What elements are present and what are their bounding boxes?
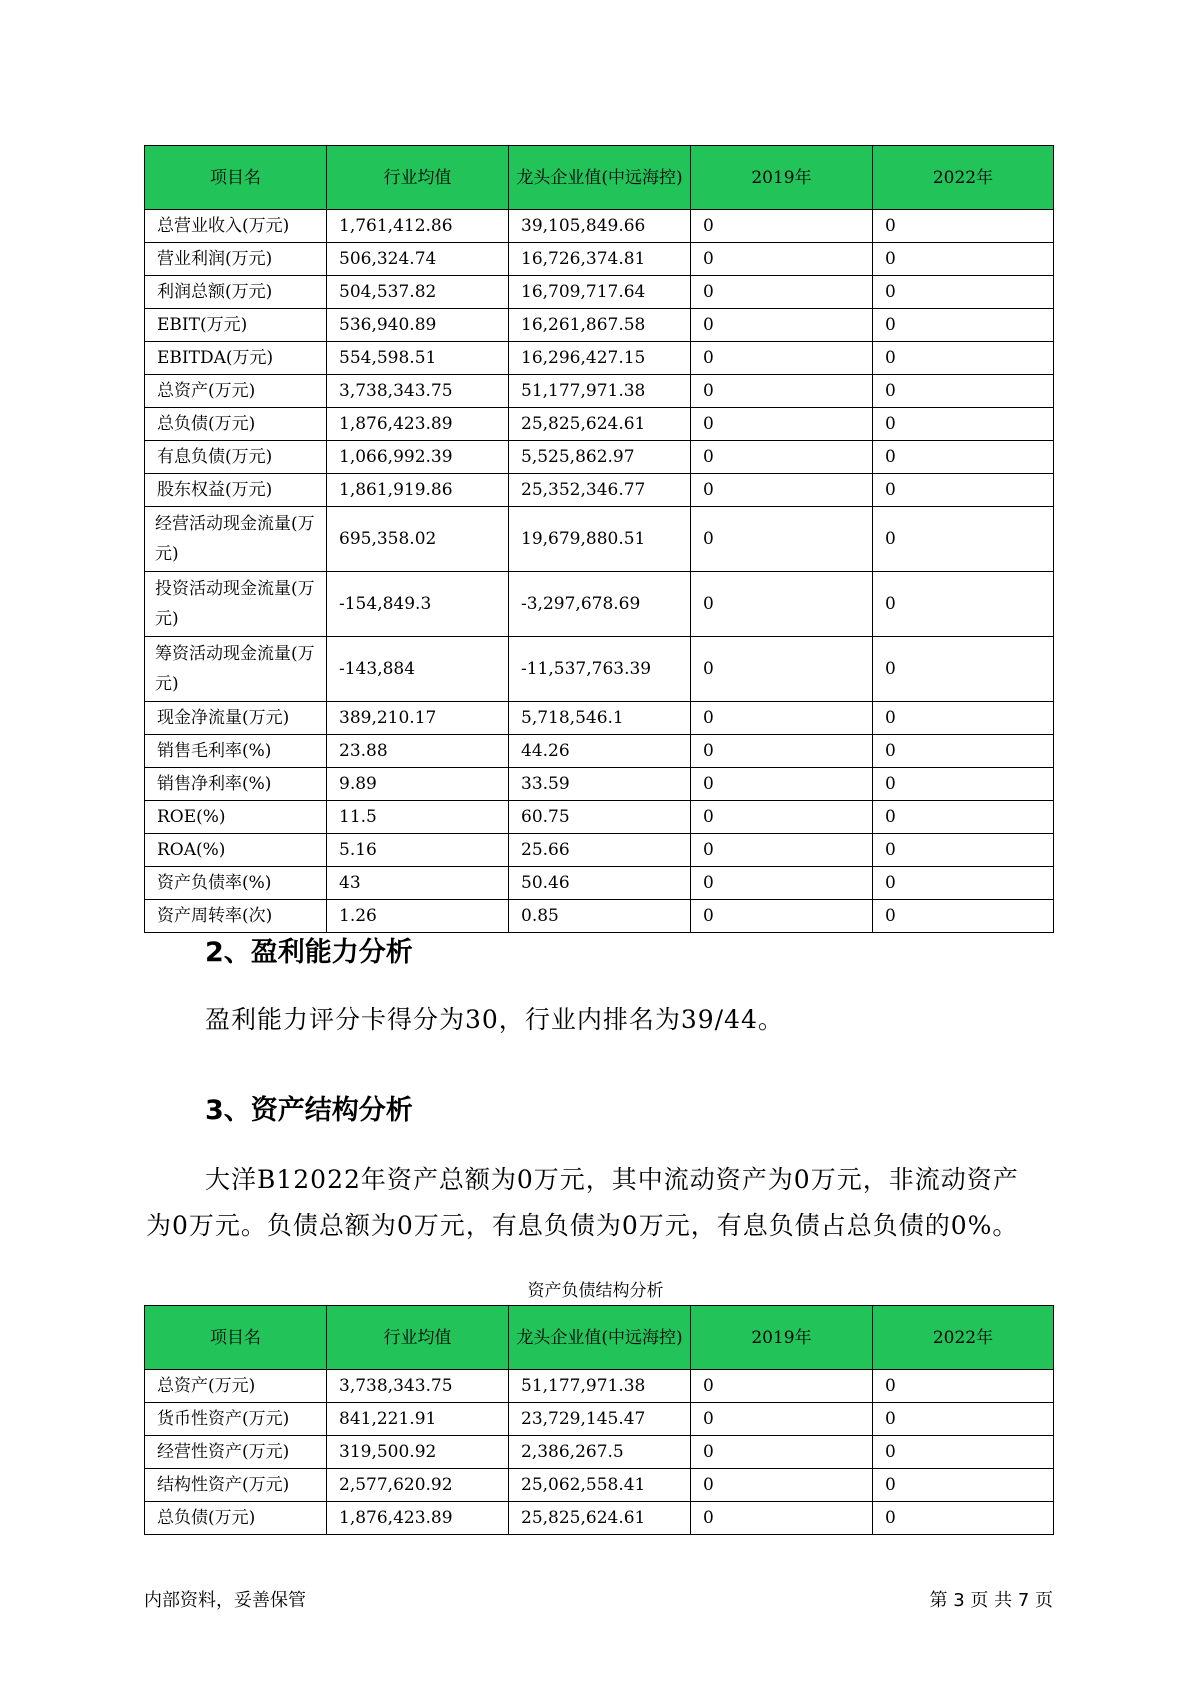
table-row (145, 1469, 1054, 1502)
table-cell: 25,062,558.41 (509, 1469, 691, 1502)
table-cell: 0 (691, 1436, 873, 1469)
table-cell: 0 (873, 637, 1054, 702)
table-cell: 0 (873, 1469, 1054, 1502)
table-cell: 0 (873, 572, 1054, 637)
table-cell: 0 (873, 1436, 1054, 1469)
table-cell: 9.89 (327, 768, 509, 801)
table-cell: 结构性资产(万元) (145, 1469, 327, 1502)
asset-structure-text-line1: 大洋B12022年资产总额为0万元，其中流动资产为0万元，非流动资产 (205, 1165, 1019, 1194)
table-cell: 554,598.51 (327, 342, 509, 375)
table-row (145, 441, 1054, 474)
table-cell: 0 (873, 474, 1054, 507)
table-row (145, 572, 1054, 637)
table-cell: 695,358.02 (327, 507, 509, 572)
table-cell: 0.85 (509, 900, 691, 933)
table-cell: 39,105,849.66 (509, 210, 691, 243)
table-cell: 0 (691, 342, 873, 375)
table-cell: 2,577,620.92 (327, 1469, 509, 1502)
table-row (145, 867, 1054, 900)
table-cell: 0 (691, 572, 873, 637)
table-cell: 销售毛利率(%) (145, 735, 327, 768)
table-cell: 0 (691, 375, 873, 408)
table-row (145, 507, 1054, 572)
table-cell: 23,729,145.47 (509, 1403, 691, 1436)
table-cell: 0 (691, 735, 873, 768)
table-cell: 0 (873, 900, 1054, 933)
table-cell: 投资活动现金流量(万元) (145, 572, 327, 637)
table-cell: 536,940.89 (327, 309, 509, 342)
table-cell: 25,825,624.61 (509, 408, 691, 441)
header-cell: 龙头企业值(中远海控) (509, 146, 691, 210)
table-cell: 0 (691, 243, 873, 276)
table-cell: 16,261,867.58 (509, 309, 691, 342)
table-cell: 营业利润(万元) (145, 243, 327, 276)
table-cell: 0 (873, 735, 1054, 768)
table-cell: 25.66 (509, 834, 691, 867)
table-row (145, 474, 1054, 507)
header-cell: 项目名 (145, 1306, 327, 1370)
table-cell: 3,738,343.75 (327, 375, 509, 408)
table-cell: -11,537,763.39 (509, 637, 691, 702)
table-cell: 1.26 (327, 900, 509, 933)
table-cell: 1,066,992.39 (327, 441, 509, 474)
table-cell: 44.26 (509, 735, 691, 768)
table-cell: 5,525,862.97 (509, 441, 691, 474)
table-cell: 1,876,423.89 (327, 408, 509, 441)
table-cell: 51,177,971.38 (509, 375, 691, 408)
table-cell: 利润总额(万元) (145, 276, 327, 309)
table-row (145, 210, 1054, 243)
table-cell: 5.16 (327, 834, 509, 867)
table-cell: 0 (691, 441, 873, 474)
table-cell: 经营活动现金流量(万元) (145, 507, 327, 572)
table-cell: 0 (691, 1469, 873, 1502)
table-cell: 319,500.92 (327, 1436, 509, 1469)
table-cell: 16,709,717.64 (509, 276, 691, 309)
table-row (145, 276, 1054, 309)
table-cell: 0 (691, 768, 873, 801)
table-cell: 0 (691, 1502, 873, 1535)
table-row (145, 375, 1054, 408)
table-cell: 2,386,267.5 (509, 1436, 691, 1469)
table-cell: 总负债(万元) (145, 1502, 327, 1535)
table-cell: 0 (873, 243, 1054, 276)
header-cell: 2019年 (691, 146, 873, 210)
table-cell: 0 (691, 834, 873, 867)
table-cell: 销售净利率(%) (145, 768, 327, 801)
table-cell: 504,537.82 (327, 276, 509, 309)
table-cell: 16,726,374.81 (509, 243, 691, 276)
table-row (145, 768, 1054, 801)
table-cell: 0 (873, 309, 1054, 342)
table-cell: 0 (691, 474, 873, 507)
table-row (145, 1403, 1054, 1436)
table-cell: 0 (691, 408, 873, 441)
table-cell: 43 (327, 867, 509, 900)
header-cell: 2019年 (691, 1306, 873, 1370)
table-cell: 0 (691, 1403, 873, 1436)
table-cell: 25,825,624.61 (509, 1502, 691, 1535)
table-cell: 有息负债(万元) (145, 441, 327, 474)
table-row (145, 637, 1054, 702)
table-cell: 51,177,971.38 (509, 1370, 691, 1403)
table-cell: 0 (691, 702, 873, 735)
table-cell: 841,221.91 (327, 1403, 509, 1436)
table-cell: ROE(%) (145, 801, 327, 834)
header-cell: 行业均值 (327, 1306, 509, 1370)
table-cell: 0 (691, 210, 873, 243)
table-cell: 1,876,423.89 (327, 1502, 509, 1535)
table-cell: 50.46 (509, 867, 691, 900)
table-cell: 总营业收入(万元) (145, 210, 327, 243)
table-cell: EBITDA(万元) (145, 342, 327, 375)
footer-page-number: 第 3 页 共 7 页 (929, 1590, 1053, 1611)
table-row (145, 309, 1054, 342)
table-cell: 0 (691, 507, 873, 572)
table-cell: 0 (873, 210, 1054, 243)
table-cell: 0 (873, 408, 1054, 441)
header-cell: 项目名 (145, 146, 327, 210)
table-cell: 总资产(万元) (145, 1370, 327, 1403)
balance-sheet-structure-table (144, 1305, 1054, 1535)
footer-confidential: 内部资料，妥善保管 (144, 1590, 306, 1611)
table-cell: 0 (873, 441, 1054, 474)
table-cell: 资产周转率(次) (145, 900, 327, 933)
table-cell: 总资产(万元) (145, 375, 327, 408)
table-cell: 现金净流量(万元) (145, 702, 327, 735)
header-cell: 行业均值 (327, 146, 509, 210)
table-cell: 16,296,427.15 (509, 342, 691, 375)
table-cell: 0 (873, 1370, 1054, 1403)
table-row (145, 1502, 1054, 1535)
profitability-text: 盈利能力评分卡得分为30，行业内排名为39/44。 (205, 1005, 784, 1034)
table-row (145, 702, 1054, 735)
table-row (145, 1436, 1054, 1469)
table-cell: 0 (691, 801, 873, 834)
table-row (145, 735, 1054, 768)
table-cell: 11.5 (327, 801, 509, 834)
table-cell: 0 (691, 900, 873, 933)
table-cell: 0 (873, 801, 1054, 834)
table-cell: 0 (873, 702, 1054, 735)
asset-structure-text-line2: 为0万元。负债总额为0万元，有息负债为0万元，有息负债占总负债的0%。 (146, 1211, 1019, 1240)
table-header-row (145, 1306, 1054, 1370)
header-cell: 龙头企业值(中远海控) (509, 1306, 691, 1370)
table-header-row (145, 146, 1054, 210)
table-row (145, 801, 1054, 834)
table-cell: 0 (873, 507, 1054, 572)
table-row (145, 342, 1054, 375)
table-cell: 0 (691, 1370, 873, 1403)
table-cell: 19,679,880.51 (509, 507, 691, 572)
table-cell: -3,297,678.69 (509, 572, 691, 637)
table-cell: 0 (873, 1502, 1054, 1535)
table-cell: 0 (691, 276, 873, 309)
table-cell: 0 (873, 834, 1054, 867)
table-cell: 389,210.17 (327, 702, 509, 735)
table-cell: 1,761,412.86 (327, 210, 509, 243)
table-row (145, 1370, 1054, 1403)
table-row (145, 834, 1054, 867)
table-row (145, 243, 1054, 276)
table-cell: 0 (873, 276, 1054, 309)
table-cell: 0 (873, 768, 1054, 801)
section-heading-profitability: 2、盈利能力分析 (205, 937, 413, 968)
table-cell: 0 (691, 867, 873, 900)
table-cell: 经营性资产(万元) (145, 1436, 327, 1469)
header-cell: 2022年 (873, 1306, 1054, 1370)
table-cell: 0 (691, 309, 873, 342)
table-cell: 33.59 (509, 768, 691, 801)
financial-indicators-table (144, 145, 1054, 933)
table-cell: 筹资活动现金流量(万元) (145, 637, 327, 702)
table-caption: 资产负债结构分析 (527, 1281, 664, 1301)
table-cell: 总负债(万元) (145, 408, 327, 441)
table-cell: 0 (873, 375, 1054, 408)
table-cell: 1,861,919.86 (327, 474, 509, 507)
table-cell: -154,849.3 (327, 572, 509, 637)
table-cell: 506,324.74 (327, 243, 509, 276)
table-cell: -143,884 (327, 637, 509, 702)
table-cell: 5,718,546.1 (509, 702, 691, 735)
header-cell: 2022年 (873, 146, 1054, 210)
table-cell: 货币性资产(万元) (145, 1403, 327, 1436)
table-row (145, 900, 1054, 933)
table-cell: 0 (873, 342, 1054, 375)
table-cell: 23.88 (327, 735, 509, 768)
table-cell: 0 (873, 867, 1054, 900)
table-row (145, 408, 1054, 441)
table-cell: 25,352,346.77 (509, 474, 691, 507)
table-cell: 60.75 (509, 801, 691, 834)
table-cell: 0 (873, 1403, 1054, 1436)
table-cell: 0 (691, 637, 873, 702)
table-cell: 3,738,343.75 (327, 1370, 509, 1403)
table-cell: 资产负债率(%) (145, 867, 327, 900)
table-cell: EBIT(万元) (145, 309, 327, 342)
section-heading-asset-structure: 3、资产结构分析 (205, 1095, 413, 1126)
table-cell: ROA(%) (145, 834, 327, 867)
table-cell: 股东权益(万元) (145, 474, 327, 507)
